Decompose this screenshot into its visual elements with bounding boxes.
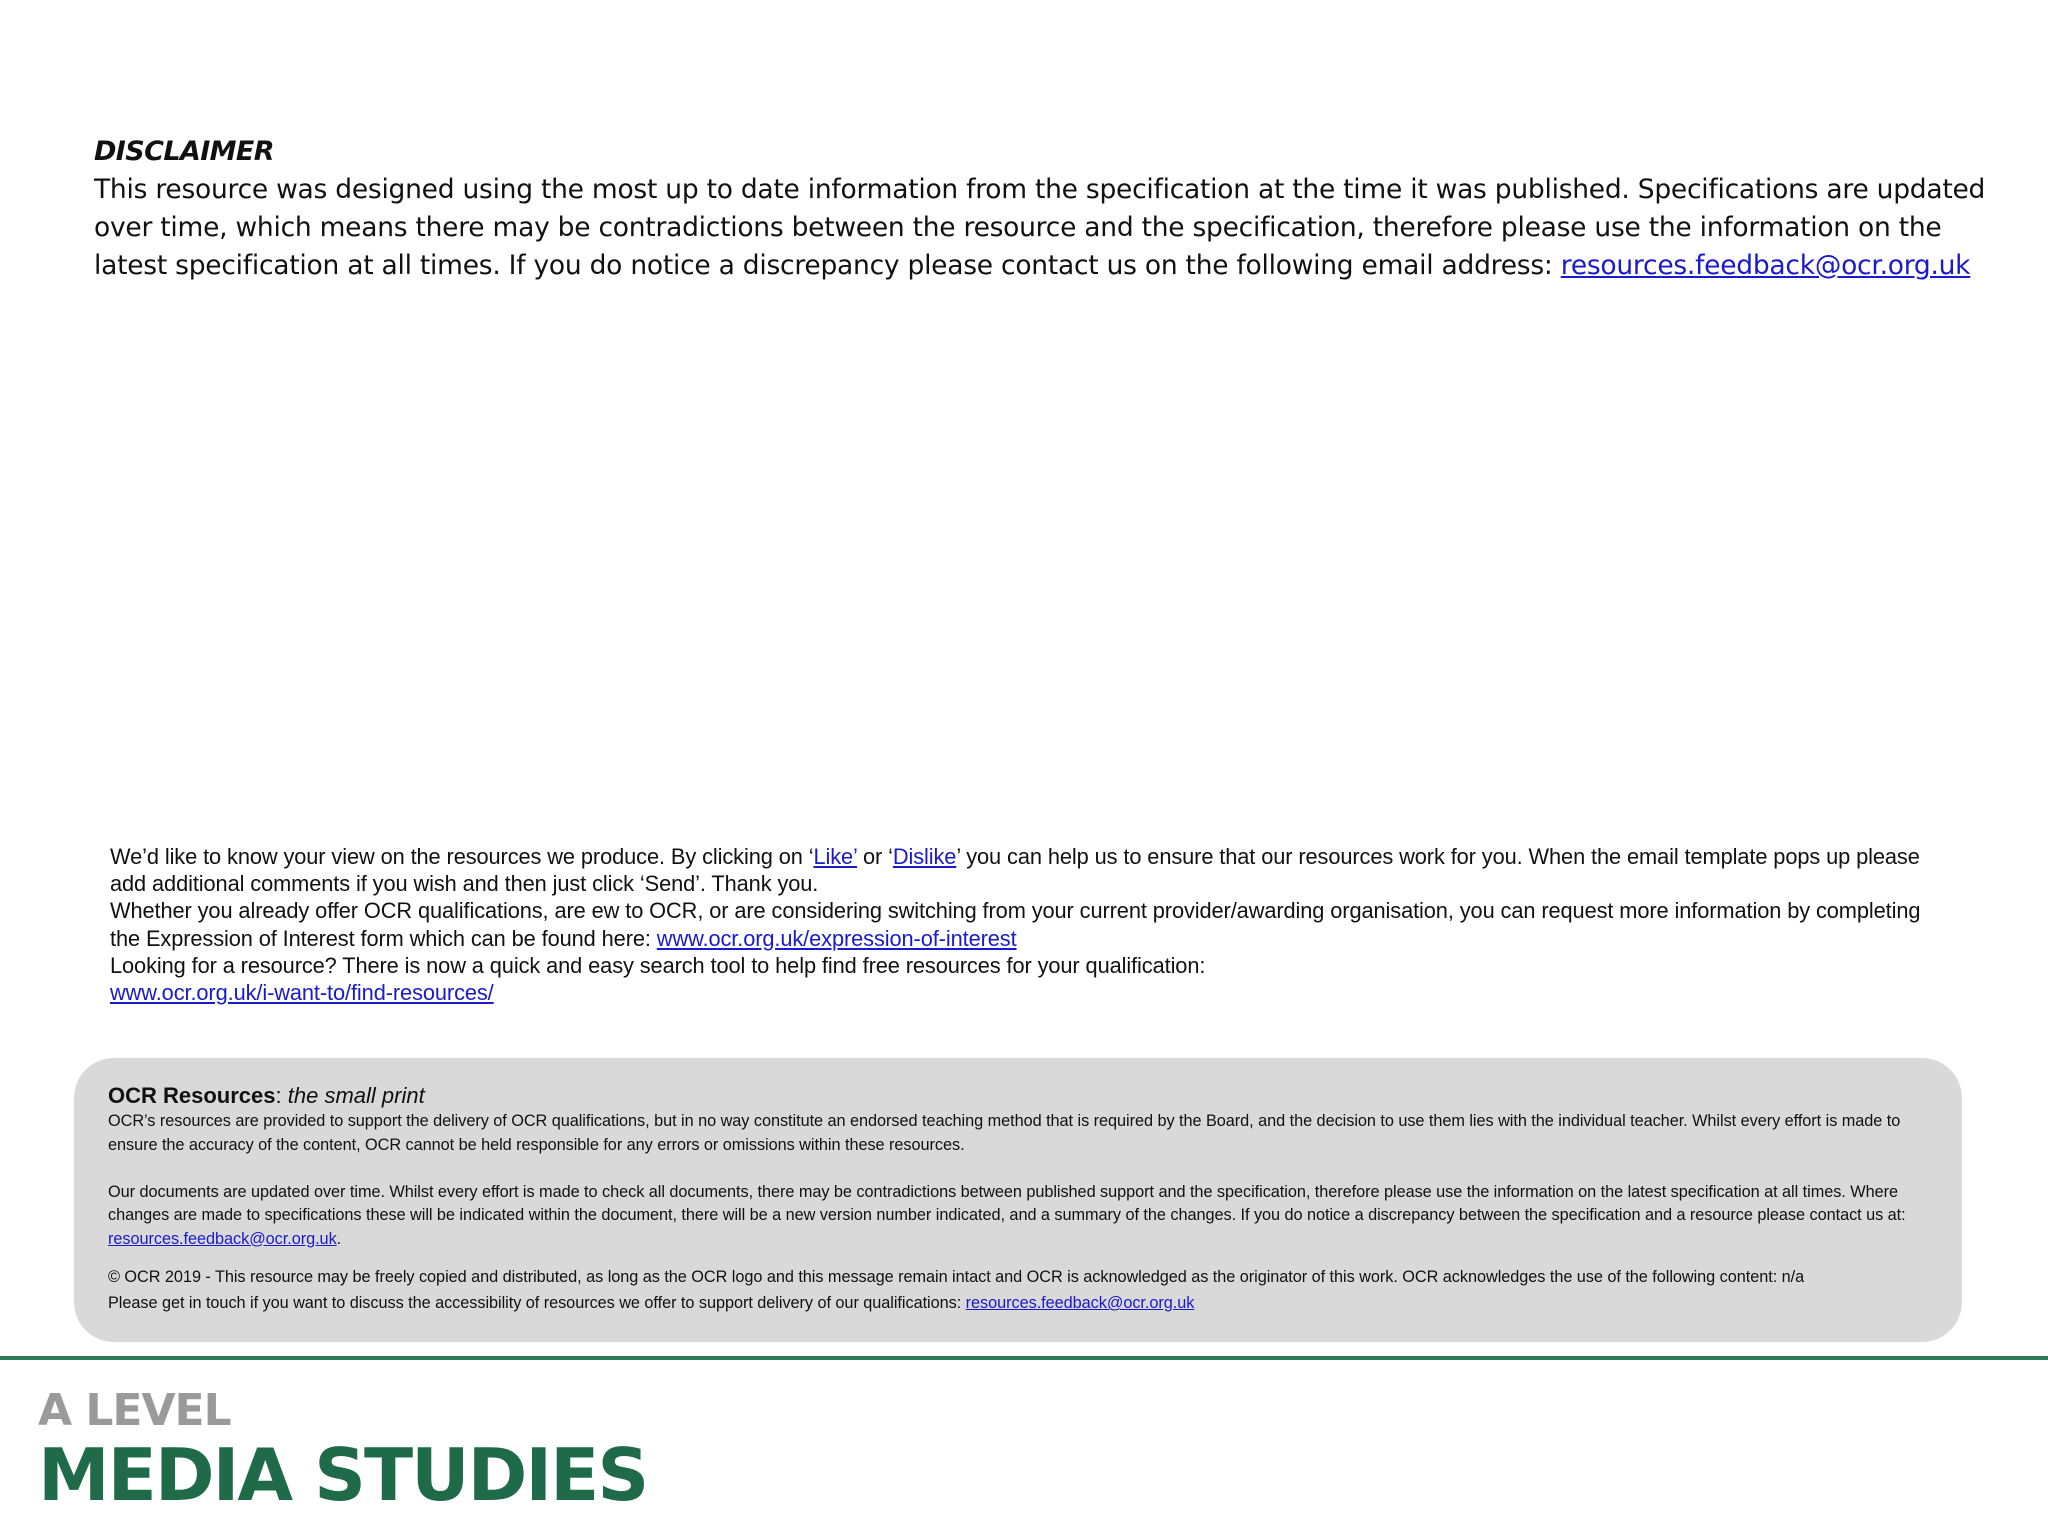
small-print-panel	[74, 1058, 1962, 1342]
footer-divider	[0, 1356, 2048, 1360]
small-print-email-link[interactable]: resources.feedback@ocr.org.uk	[108, 1229, 337, 1248]
small-print-title	[108, 1082, 1928, 1110]
feedback-text-3: ’ you can help us to ensure that our resources work for you. When the email template pops up please add additional comments if you wish and then just click ‘Send’. Thank you.	[110, 844, 1920, 897]
small-print-title-bold: OCR Resources	[108, 1083, 276, 1108]
disclaimer-section	[94, 133, 1994, 285]
level-label: A LEVEL	[38, 1385, 231, 1436]
small-print-paragraph-2-end: .	[336, 1229, 342, 1248]
feedback-text-2: or ‘	[856, 844, 893, 869]
accessibility-contact-text: Please get in touch if you want to discuss the accessibility of resources we offer to support delivery of our qualifications:	[108, 1294, 966, 1312]
find-resources-text: Looking for a resource? There is now a quick and easy search tool to help find free resources for your qualification:	[110, 952, 1206, 978]
disclaimer-email-link[interactable]: resources.feedback@ocr.org.uk	[1560, 250, 1971, 281]
find-resources-paragraph	[110, 952, 1940, 1006]
feedback-section	[110, 843, 1940, 1006]
copyright-notice: © OCR 2019 - This resource may be freely copied and distributed, as long as the OCR logo and this message remain intact and OCR is acknowledged as the originator of this work. OCR acknowledges the use of the following content: n/a	[108, 1268, 1805, 1286]
expression-of-interest-link[interactable]: www.ocr.org.uk/expression-of-interest	[656, 925, 1017, 951]
like-link[interactable]: Like’	[813, 844, 857, 869]
expression-of-interest-text: Whether you already offer OCR qualifications, are ew to OCR, or are considering switching from your current provider/awarding organisation, you can request more information by completing the Expression of Interest form which can be found here:	[110, 898, 1921, 951]
small-print-title-colon: :	[275, 1083, 288, 1108]
spacer	[108, 1157, 1928, 1181]
disclaimer-body-text: This resource was designed using the most up to date information from the specification at the time it was published. Specifications are updated over time, which means there may be contradictions between the resource and the specification, therefore please use the information on the latest specification at all times. If you do notice a discrepancy please contact us on the following email address:	[94, 174, 1986, 281]
small-print-paragraph-2	[108, 1181, 1928, 1252]
disclaimer-text	[94, 171, 1994, 285]
find-resources-link[interactable]: www.ocr.org.uk/i-want-to/find-resources/	[110, 980, 494, 1006]
accessibility-email-link[interactable]: resources.feedback@ocr.org.uk	[965, 1294, 1195, 1312]
subject-logo	[38, 1385, 647, 1515]
small-print-paragraph-1: OCR’s resources are provided to support the delivery of OCR qualifications, but in no way constitute an endorsed teaching method that is required by the Board, and the decision to use them lies with the individual teacher. Whilst every effort is made to ensure the accuracy of the content, OCR cannot be held responsible for any errors or omissions within these resources.	[108, 1112, 1901, 1154]
dislike-link[interactable]: Dislike	[892, 844, 957, 869]
accessibility-contact	[108, 1291, 1928, 1315]
feedback-text-1: We’d like to know your view on the resources we produce. By clicking on ‘	[110, 844, 814, 869]
expression-of-interest-paragraph	[110, 897, 1940, 951]
small-print-paragraph-2-text: Our documents are updated over time. Whilst every effort is made to check all documents, there may be contradictions between published support and the specification, therefore please use the information on the latest specification at all times. Where changes are made to specifications these will be indicated within the document, there will be a new version number indicated, and a summary of the changes. If you do notice a discrepancy between the specification and a resource please contact us at:	[108, 1182, 1906, 1224]
feedback-paragraph	[110, 843, 1940, 897]
disclaimer-heading: DISCLAIMER	[94, 136, 274, 167]
subject-label: MEDIA STUDIES	[38, 1433, 648, 1517]
small-print-title-italic: the small print	[287, 1083, 425, 1108]
